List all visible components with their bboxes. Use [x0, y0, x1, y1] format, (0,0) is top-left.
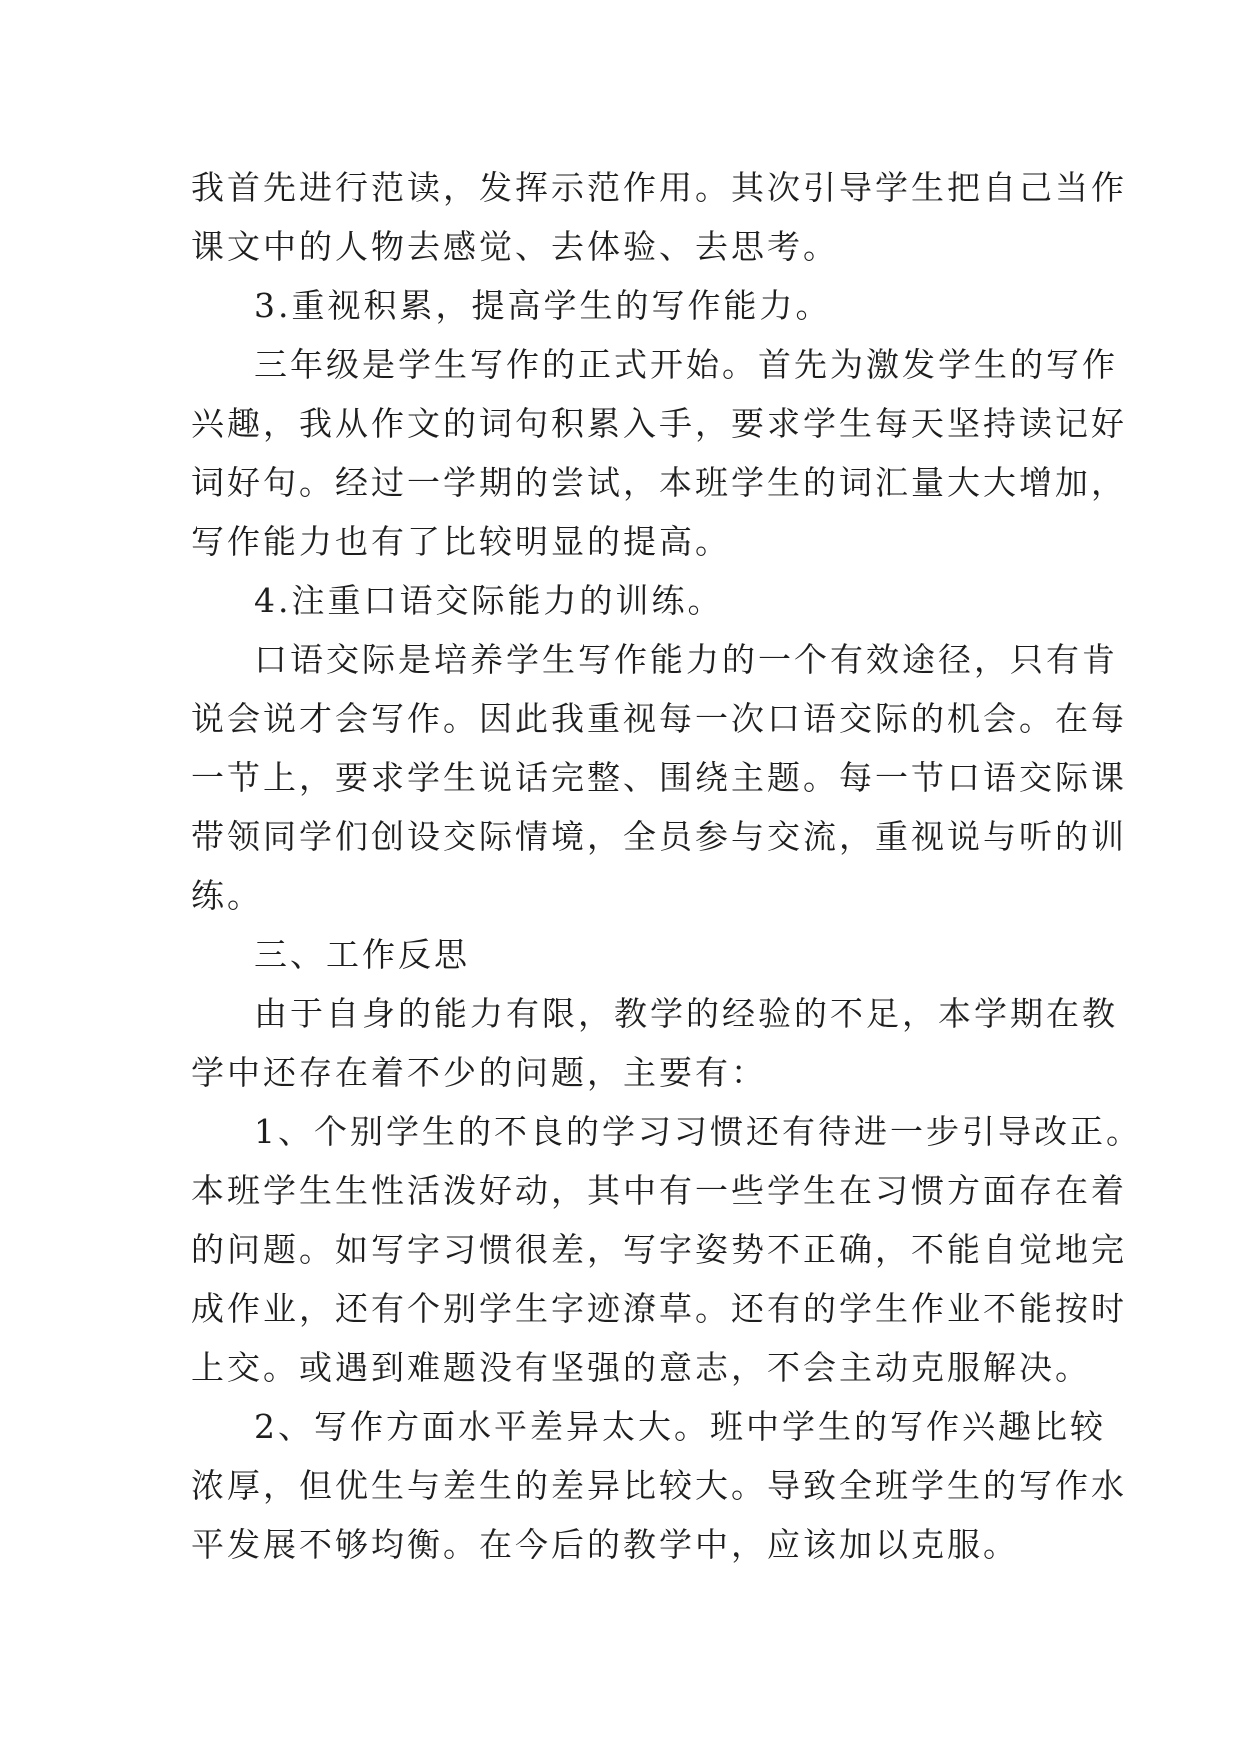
- text-line: 口语交际是培养学生写作能力的一个有效途径，只有肯: [254, 640, 1118, 679]
- text-line: 由于自身的能力有限，教学的经验的不足，本学期在教: [254, 994, 1118, 1033]
- text-line: 词好句。经过一学期的尝试，本班学生的词汇量大大增加，: [191, 463, 1127, 502]
- text-line: 学中还存在着不少的问题，主要有：: [191, 1053, 767, 1092]
- text-line: 平发展不够均衡。在今后的教学中，应该加以克服。: [191, 1525, 1019, 1564]
- document-body: [191, 158, 1142, 1574]
- text-line: 成作业，还有个别学生字迹潦草。还有的学生作业不能按时: [191, 1289, 1127, 1328]
- text-line: 写作能力也有了比较明显的提高。: [191, 522, 731, 561]
- text-line: 练。: [191, 876, 263, 915]
- text-line: 带领同学们创设交际情境，全员参与交流，重视说与听的训: [191, 817, 1127, 856]
- text-line: 浓厚，但优生与差生的差异比较大。导致全班学生的写作水: [191, 1466, 1127, 1505]
- text-line: 本班学生生性活泼好动，其中有一些学生在习惯方面存在着: [191, 1171, 1127, 1210]
- section-heading: 3.重视积累，提高学生的写作能力。: [254, 286, 832, 325]
- text-line: 说会说才会写作。因此我重视每一次口语交际的机会。在每: [191, 699, 1127, 738]
- list-item: 2、写作方面水平差异太大。班中学生的写作兴趣比较: [254, 1407, 1106, 1446]
- text-line: 兴趣，我从作文的词句积累入手，要求学生每天坚持读记好: [191, 404, 1127, 443]
- text-line: 我首先进行范读，发挥示范作用。其次引导学生把自己当作: [191, 168, 1127, 207]
- list-item: 1、个别学生的不良的学习习惯还有待进一步引导改正。: [254, 1112, 1142, 1151]
- text-line: 三年级是学生写作的正式开始。首先为激发学生的写作: [254, 345, 1118, 384]
- section-heading: 4.注重口语交际能力的训练。: [254, 581, 724, 620]
- text-line: 上交。或遇到难题没有坚强的意志，不会主动克服解决。: [191, 1348, 1091, 1387]
- text-line: 一节上，要求学生说话完整、围绕主题。每一节口语交际课: [191, 758, 1127, 797]
- text-line: 的问题。如写字习惯很差，写字姿势不正确，不能自觉地完: [191, 1230, 1127, 1269]
- section-heading: 三、工作反思: [254, 935, 470, 974]
- text-line: 课文中的人物去感觉、去体验、去思考。: [191, 227, 839, 266]
